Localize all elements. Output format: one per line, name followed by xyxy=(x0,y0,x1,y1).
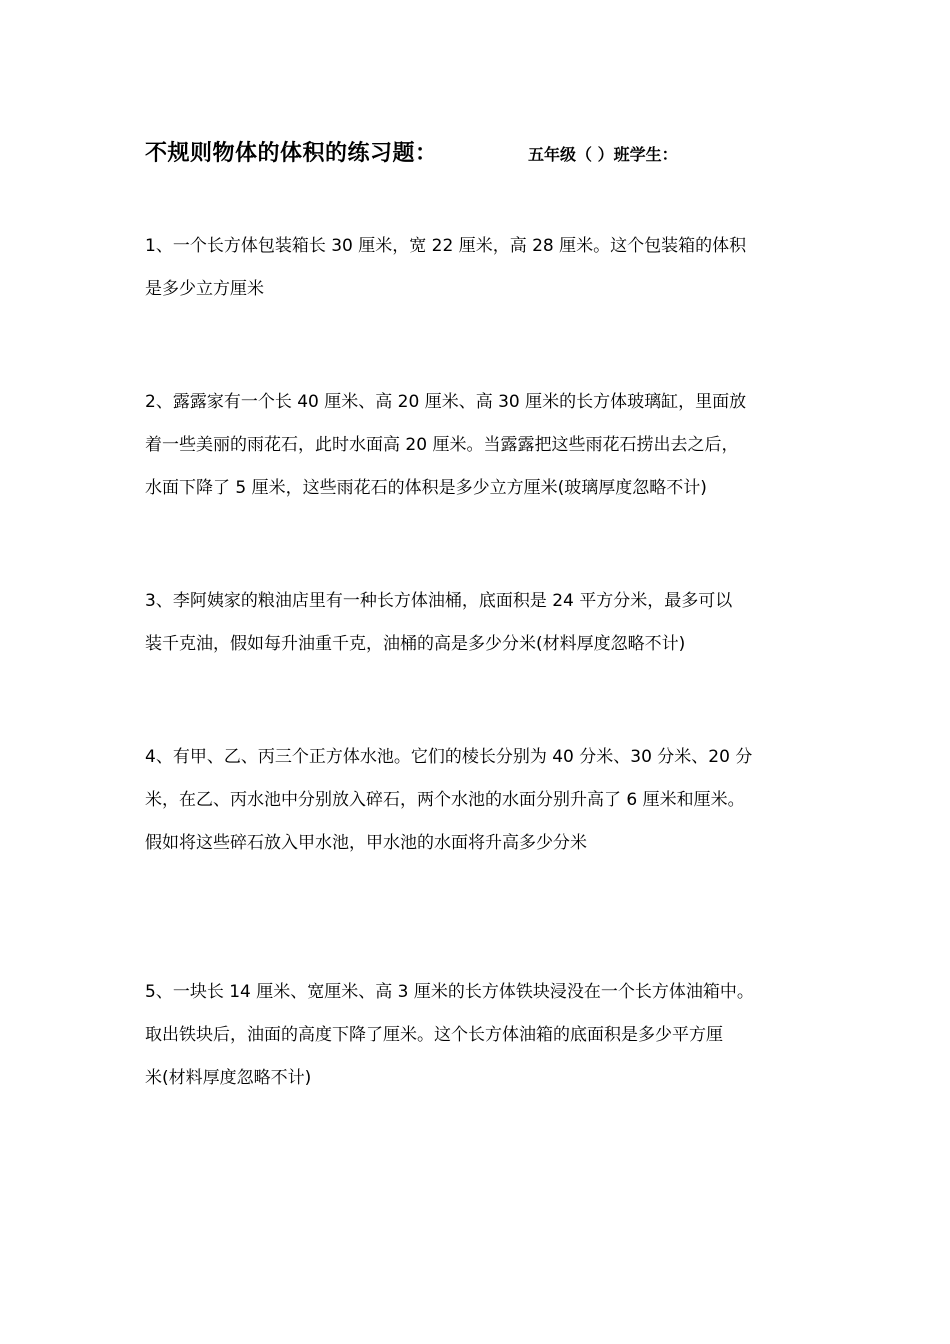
question-2 xyxy=(145,381,825,510)
class-student-label: 五年级（ ）班学生： xyxy=(528,145,678,164)
worksheet-header xyxy=(145,138,845,174)
question-line: 2、露露家有一个长 40 厘米、高 20 厘米、高 30 厘米的长方体玻璃缸，里面放 xyxy=(145,392,747,412)
question-line: 1、一个长方体包装箱长 30 厘米，宽 22 厘米，高 28 厘米。这个包装箱的体积 xyxy=(145,236,747,256)
question-line: 取出铁块后，油面的高度下降了厘米。这个长方体油箱的底面积是多少平方厘 xyxy=(145,1025,723,1045)
question-line: 装千克油，假如每升油重千克，油桶的高是多少分米(材料厚度忽略不计) xyxy=(145,634,686,654)
question-line: 3、李阿姨家的粮油店里有一种长方体油桶，底面积是 24 平方分米，最多可以 xyxy=(145,591,733,611)
question-line: 5、一块长 14 厘米、宽厘米、高 3 厘米的长方体铁块浸没在一个长方体油箱中。 xyxy=(145,982,754,1002)
question-5 xyxy=(145,971,825,1100)
question-line: 水面下降了 5 厘米，这些雨花石的体积是多少立方厘米(玻璃厚度忽略不计) xyxy=(145,478,707,498)
question-line: 米(材料厚度忽略不计) xyxy=(145,1068,312,1088)
question-4 xyxy=(145,736,825,865)
question-1 xyxy=(145,225,825,311)
question-line: 着一些美丽的雨花石，此时水面高 20 厘米。当露露把这些雨花石捞出去之后， xyxy=(145,435,739,455)
worksheet-title: 不规则物体的体积的练习题： xyxy=(145,141,438,166)
question-line: 米，在乙、丙水池中分别放入碎石，两个水池的水面分别升高了 6 厘米和厘米。 xyxy=(145,790,745,810)
question-line: 假如将这些碎石放入甲水池，甲水池的水面将升高多少分米 xyxy=(145,833,587,853)
question-3 xyxy=(145,580,825,666)
question-line: 是多少立方厘米 xyxy=(145,279,264,299)
question-line: 4、有甲、乙、丙三个正方体水池。它们的棱长分别为 40 分米、30 分米、20 分 xyxy=(145,747,753,767)
